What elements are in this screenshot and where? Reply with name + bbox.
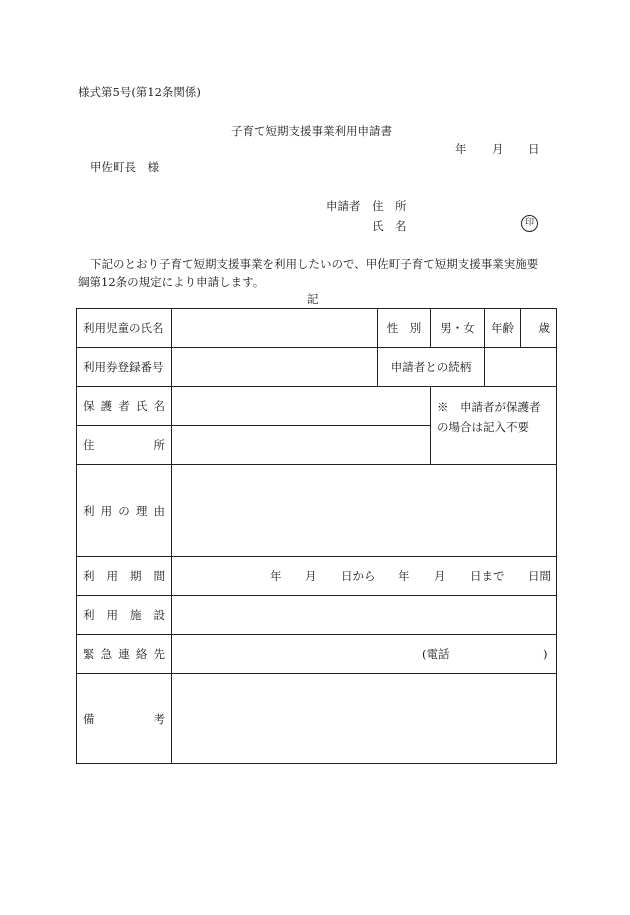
guardian-note: ※ 申請者が保護者の場合は記入不要 [431,387,557,465]
ticket-label: 利用券登録番号 [77,348,172,387]
period-day-until: 日まで [470,569,505,583]
table-row-period [77,557,557,596]
table-row-child [77,309,557,348]
child-name-field[interactable] [172,309,378,348]
date-day-label: 日 [528,142,540,156]
applicant-label: 申請者 [326,199,361,213]
period-field[interactable] [172,557,557,596]
facility-label: 利用施設 [77,596,172,635]
table-row-reason [77,465,557,557]
table-row-ticket [77,348,557,387]
guardian-label: 保護者氏名 [77,387,172,426]
table-row-facility [77,596,557,635]
reason-field[interactable] [172,465,557,557]
period-month-2: 月 [434,569,446,583]
ki-heading: 記 [307,292,319,306]
remarks-field[interactable] [172,674,557,764]
emergency-field[interactable] [172,635,557,674]
addressee: 甲佐町長 様 [90,160,159,174]
sex-options[interactable]: 男・女 [431,309,485,348]
facility-field[interactable] [172,596,557,635]
table-row-emergency [77,635,557,674]
emergency-label: 緊急連絡先 [77,635,172,674]
age-field[interactable]: 歳 [521,309,557,348]
guardian-field[interactable] [172,387,431,426]
address-label: 住所 [77,426,172,465]
form-number: 様式第5号(第12条関係) [78,85,201,99]
ticket-field[interactable] [172,348,378,387]
sex-label: 性 別 [378,309,431,348]
body-line-2: 綱第12条の規定により申請します。 [78,275,265,289]
document-title: 子育て短期支援事業利用申請書 [231,124,392,138]
period-day-from: 日から [341,569,376,583]
relation-label: 申請者との続柄 [378,348,485,387]
relation-field[interactable] [485,348,557,387]
table-row-guardian [77,387,557,426]
phone-close: ) [543,647,548,661]
period-days: 日間 [528,569,551,583]
child-name-label: 利用児童の氏名 [77,309,172,348]
reason-label: 利用の理由 [77,465,172,557]
date-year-label: 年 [455,142,467,156]
period-year-2: 年 [398,569,410,583]
period-year-1: 年 [270,569,282,583]
applicant-address-label: 住 所 [372,199,407,213]
address-field[interactable] [172,426,431,465]
remarks-label: 備考 [77,674,172,764]
seal-mark: 印 [521,215,538,232]
age-label: 年齢 [485,309,521,348]
body-line-1: 下記のとおり子育て短期支援事業を利用したいので、甲佐町子育て短期支援事業実施要 [90,257,539,271]
body-text [78,255,563,291]
table-row-remarks [77,674,557,764]
phone-open: (電話 [422,647,450,661]
period-label: 利用期間 [77,557,172,596]
period-month-1: 月 [305,569,317,583]
applicant-name-label: 氏 名 [372,219,407,233]
application-table [76,308,557,764]
date-month-label: 月 [492,142,504,156]
